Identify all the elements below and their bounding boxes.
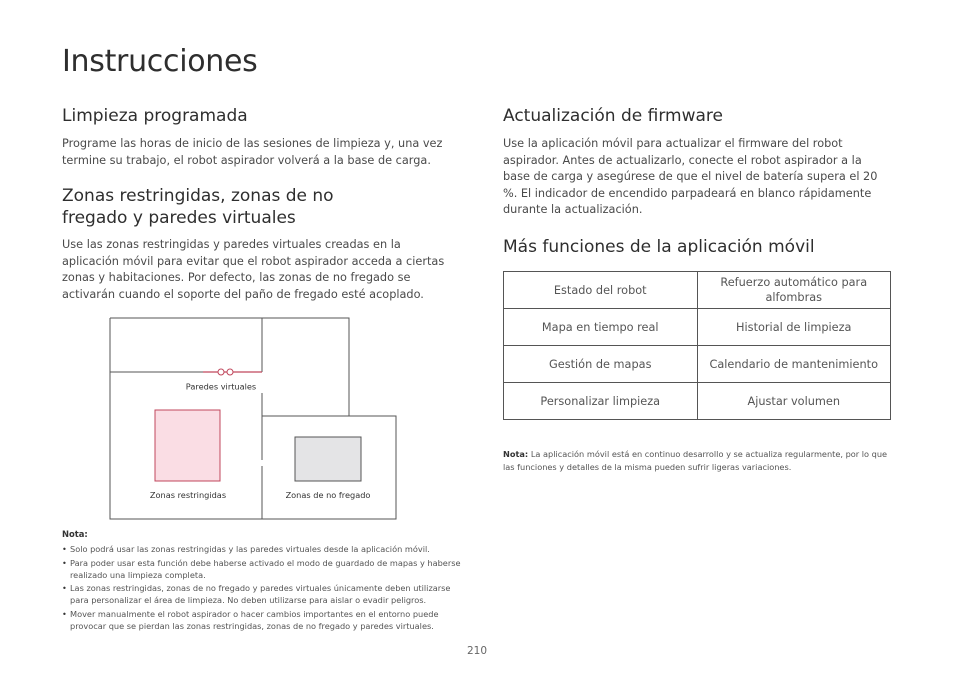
table-row [504, 309, 891, 346]
table-cell: Gestión de mapas [504, 346, 698, 383]
table-cell: Ajustar volumen [697, 383, 891, 420]
note-bullet-text: Las zonas restringidas, zonas de no fregado y paredes virtuales únicamente deben utilizarse para personalizar el área de limpieza. No deben utilizarse para aislar o evadir peligros. [70, 583, 451, 606]
note-bullet-text: Para poder usar esta función debe haberse activado el modo de guardado de mapas y haberse realizado una limpieza completa. [70, 557, 461, 580]
right-note-label: Nota: [503, 449, 529, 459]
note-bullet [62, 543, 462, 555]
table-cell: Mapa en tiempo real [504, 309, 698, 346]
table-cell: Calendario de mantenimiento [697, 346, 891, 383]
no-mop-zone [295, 437, 361, 481]
left-note-list [62, 543, 462, 634]
no-mop-zones-label: Zonas de no fregado [285, 490, 371, 500]
restricted-zones-label: Zonas restringidas [149, 490, 227, 500]
right-note [503, 448, 895, 473]
table-cell: Refuerzo automático para alfombras [697, 272, 891, 309]
table-row [504, 272, 891, 309]
table-row [504, 346, 891, 383]
zones-heading-line1: Zonas restringidas, zonas de no [62, 186, 334, 206]
note-bullet-text: Solo podrá usar las zonas restringidas y las paredes virtuales desde la aplicación móvil. [70, 544, 430, 554]
page-number: 210 [466, 645, 488, 657]
bullet-icon: • [62, 608, 67, 619]
scheduled-cleaning-body: Programe las horas de inicio de las sesiones de limpieza y, una vez termine su trabajo, el robot aspirador volverá a la base de carga. [62, 137, 443, 167]
note-bullet-text: Mover manualmente el robot aspirador o hacer cambios importantes en el entorno puede provocar que se pierdan las zonas restringidas, zonas de no fregado y paredes virtuales. [70, 608, 439, 632]
page-title: Instrucciones [62, 44, 258, 79]
virtual-wall-marker [227, 369, 233, 375]
zones-body: Use las zonas restringidas y paredes virtuales creadas en la aplicación móvil para evitar que el robot aspirador acceda a ciertas zonas y habitaciones. Por defecto, las zonas de no fregado se activarán cuando el soporte del paño de fregado esté acoplado. [62, 238, 445, 301]
note-bullet [62, 557, 462, 581]
more-functions-heading: Más funciones de la aplicación móvil [503, 237, 815, 257]
right-note-text: La aplicación móvil está en continuo desarrollo y se actualiza regularmente, por lo que las funciones y detalles de la misma pueden sufrir ligeras variaciones. [503, 449, 888, 472]
table-cell: Historial de limpieza [697, 309, 891, 346]
firmware-heading: Actualización de firmware [503, 106, 723, 126]
scheduled-cleaning-heading: Limpieza programada [62, 106, 248, 126]
bullet-icon: • [62, 544, 67, 554]
restricted-zone [155, 410, 220, 481]
zones-heading-line2: fregado y paredes virtuales [62, 208, 296, 228]
table-cell: Personalizar limpieza [504, 383, 698, 420]
note-bullet [62, 582, 462, 606]
app-functions-table [503, 271, 891, 420]
virtual-wall-marker [218, 369, 224, 375]
table-cell: Estado del robot [504, 272, 698, 309]
firmware-body: Use la aplicación móvil para actualizar el firmware del robot aspirador. Antes de actualizarlo, conecte el robot aspirador a la base de carga y asegúrese de que el nivel de batería supera el 20 %. El indicador de encendido parpadeará en blanco rápidamente durante la actualización. [503, 137, 878, 217]
floor-plan-outline [110, 318, 396, 519]
left-note-title: Nota: [62, 529, 88, 539]
bullet-icon: • [62, 557, 67, 568]
bullet-icon: • [62, 583, 67, 594]
virtual-walls-label: Paredes virtuales [185, 381, 257, 392]
note-bullet [62, 608, 462, 632]
zones-diagram [108, 316, 400, 526]
table-row [504, 383, 891, 420]
